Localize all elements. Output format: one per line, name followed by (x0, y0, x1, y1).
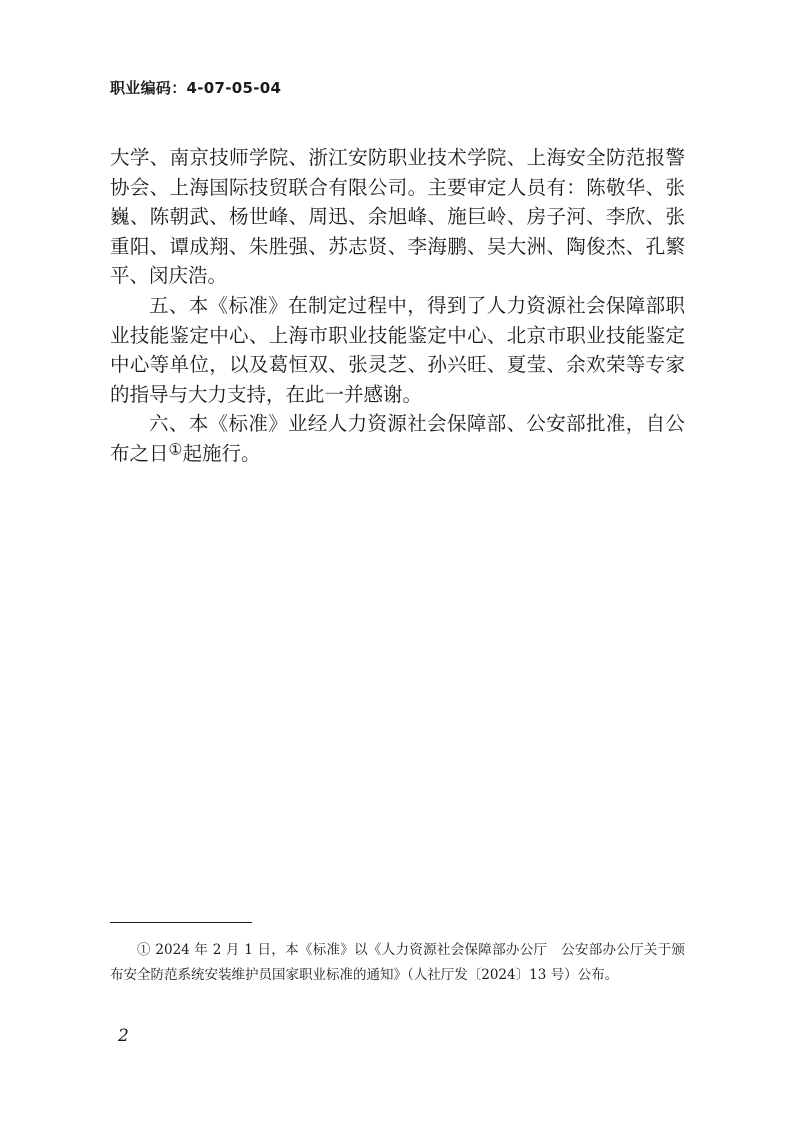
enactment-text-end: 起施行。 (182, 441, 261, 465)
footnote-divider (110, 922, 252, 923)
occupation-code: 职业编码：4-07-05-04 (110, 79, 282, 97)
page-number: 2 (118, 1026, 129, 1046)
footnote-text: ① 2024 年 2 月 1 日，本《标准》以《人力资源社会保障部办公厅 公安部办公厅关于颁布安全防范系统安装维护员国家职业标准的通知》（人社厅发〔2024〕13 号）公布。 (110, 942, 685, 983)
footnote-reference[interactable]: ① (168, 440, 183, 459)
paragraph-continued: 大学、南京技师学院、浙江安防职业技术学院、上海安全防范报警协会、上海国际技贸联合有限公司。主要审定人员有：陈敬华、张巍、陈朝武、杨世峰、周迅、余旭峰、施巨岭、房子河、李欣、张重阳、谭成翔、朱胜强、苏志贤、李海鹏、吴大洲、陶俊杰、孔繁平、闵庆浩。 (110, 146, 685, 288)
paragraph-acknowledgement: 五、本《标准》在制定过程中，得到了人力资源社会保障部职业技能鉴定中心、上海市职业技能鉴定中心、北京市职业技能鉴定中心等单位，以及葛恒双、张灵芝、孙兴旺、夏莹、余欢荣等专家的指导与大力支持，在此一并感谢。 (110, 293, 685, 406)
footnote (110, 938, 685, 988)
paragraph-enactment (110, 409, 685, 468)
body-text (110, 143, 685, 469)
enactment-text: 六、本《标准》业经人力资源社会保障部、公安部批准，自公布之日 (110, 412, 685, 465)
